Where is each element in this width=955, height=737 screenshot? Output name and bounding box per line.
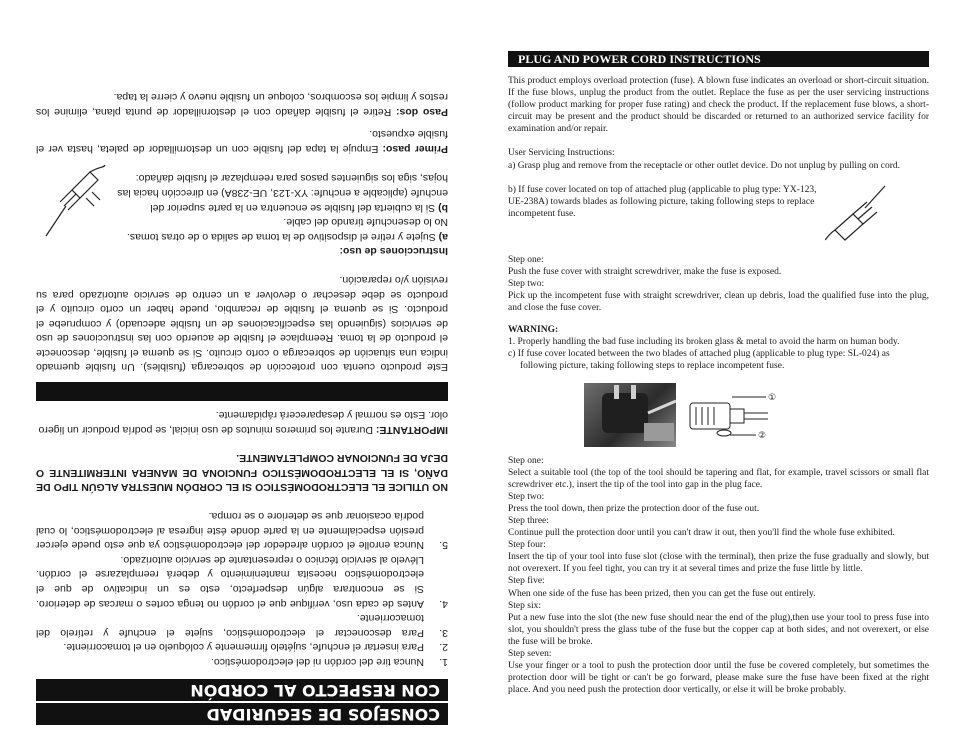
english-step-text: Use your finger or a tool to push the protection door until the fuse be covered completely, but sometimes the protection door will be tight or can't be go forward, please make sure the fuse have been fixed at the right place. And you need push the protection door vertically, or else it will be broke probably. [508, 661, 929, 696]
english-step-label: Step two: [508, 491, 545, 502]
plug-screwdriver-icon [36, 164, 106, 244]
spanish-item-5: 5. Nunca enrolle el cordón alrededor del electrodoméstico ya que esto puede ejercer presión especialmente en la parte donde éste ingresa al electrodoméstico, lo cual podría ocasionar que se deteriore o se rompa. [36, 510, 448, 552]
english-step-text: Continue pull the protection door until you can't draw it out, then you'll find the whole fuse exhibited. [508, 528, 895, 539]
english-s1-label: Step one: [508, 254, 544, 265]
spanish-important: IMPORTANTE: Durante los primeros minutos de uso inicial, se podría producir un ligero olor. Esto es normal y desaparecerá rápidamente. [38, 409, 448, 436]
spanish-title-line1: CONSEJOS DE SEGURIDAD [36, 703, 448, 725]
english-warning-label: WARNING: [508, 325, 559, 336]
plug-screwdriver-icon [825, 184, 903, 242]
english-step-label: Step one: [508, 455, 544, 466]
english-page [478, 0, 955, 737]
english-warning-1: 1. Properly handling the bad fuse including its broken glass & metal to avoid the harm on human body. [508, 337, 900, 348]
spanish-item-1: 1. Nunca tire del cordón ni del electrodoméstico. [210, 656, 448, 668]
spanish-step-a: a) Sujete y retire el dispositivo de la toma de salida o de otras tomas. No lo desenchufe tirando del cable. [126, 216, 448, 243]
sl024-illustrations [584, 383, 929, 447]
english-step-b-block [508, 184, 929, 242]
english-s1-text: Push the fuse cover with straight screwdriver, make the fuse is exposed. [508, 266, 782, 277]
english-step-label: Step five: [508, 576, 545, 587]
english-step-label: Step four: [508, 540, 546, 551]
spanish-warning: NO UTILICE EL ELECTRODOMÉSTICO SI EL CORDÓN MUESTRA ALGÚN TIPO DE DAÑO, SI EL ELECTRODOMÉSTICO FUNCIONA DE MANERA INTERMITENTE O DEJA DE FUNCIONAR COMPLETAMENTE. [36, 452, 448, 494]
spanish-item-4: 4. Antes de cada uso, verifique que el cordón no tenga cortes o marcas de deterioro. Si se encontrara algún desperfecto, esto es un indicativo de que el electrodoméstico necesita mantenimiento y deberá reemplazarse el cordón. Llévelo al servicio técnico o representante de servicio autorizado. [36, 553, 448, 610]
spanish-item-2: 2. Para insertar el enchufe, sujételo firmemente y colóquelo en el tomacorriente. [63, 641, 448, 654]
spanish-instructions-label: Instrucciones de uso: [339, 245, 448, 258]
english-header: PLUG AND POWER CORD INSTRUCTIONS [508, 51, 929, 67]
english-step-text: When one side of the fuse has been prized, then you can get the fuse out entirely. [508, 588, 816, 599]
spanish-title-line2: CON RESPECTO AL CORDÓN [36, 679, 448, 701]
spanish-step-b: b) Si la cubierta del fusible se encuentra en la parte superior del enchufe (aplicable a enchufe: YX-123, UE-238A) en dirección hacia las hojas, siga los siguientes pasos para reemplazar el fusible dañado: [117, 172, 448, 214]
spanish-step2: Paso dos: Retire el fusible dañado con el destornillador de punta plana, elimine los restos y limpie los escombros, coloque un fusible nuevo y cierre la tapa. [35, 90, 448, 118]
english-step-text: Put a new fuse into the slot (the new fuse should near the end of the plug),then use your tool to press fuse into slot, you shouldn't press the glass tube of the fuse but the copper cap at both sides, and not overexert, or else the fuse will be broke. [508, 612, 929, 647]
fuse-diagram-icon [684, 387, 794, 443]
spanish-section-bar [36, 383, 448, 402]
english-sl024-steps [508, 455, 929, 697]
english-step-text: Select a suitable tool (the top of the tool should be tapering and flat, for example, travel scissors or small flat screwdriver etc.), insert the tip of the tool into gap in the plug face. [508, 467, 929, 490]
spanish-step1: Primer paso: Empuje la tapa del fusible con un destornillador de paleta, hasta ver el fusible expuesto. [36, 128, 448, 155]
plug-photo [584, 383, 676, 447]
english-step-c: c) If fuse cover located between the two blades of attached plug (applicable to plug type: SL-024) as following picture, taking following steps to replace incompetent fuse. [508, 349, 890, 372]
diagram-label-2: ② [758, 430, 767, 441]
english-step-label: Step three: [508, 515, 549, 526]
english-step-label: Step six: [508, 600, 541, 611]
spanish-fuse-paragraph: Este producto cuenta con protección de sobrecarga (fusibles). Un fusible quemado indica una situación de sobrecarga o corto circuito. Si se quema el fusible, desconecte el producto de la toma. Reemplace el fusible de acuerdo con las instrucciones de uso de servicios (siguiendo las especificaciones de un fusible adecuado) y compruebe el producto. Si se quema el fusible de recambio, puede haber un corto circuito y el producto se debe desechar o devolver a un centro de servicio autorizado para su revisión y/o reparación. [36, 273, 448, 374]
english-step-text: Insert the tip of your tool into fuse slot (close with the terminal), then prize the fuse gradually and slowly, but not overexert. If you feel tight, you can try it at several times and prize the fuse little by little. [508, 552, 929, 575]
diagram-label-1: ① [768, 392, 777, 403]
english-s2-text: Pick up the incompetent fuse with straight screwdriver, clean up debris, load the qualified fuse into the plug, and close the fuse cover. [508, 290, 929, 314]
english-step-b: b) If fuse cover located on top of attached plug (applicable to plug type: YX-123, UE-238A) towards blades as following picture, taking following steps to replace incompetent fuse. [508, 184, 817, 219]
english-intro: This product employs overload protection (fuse). A blown fuse indicates an overload or short-circuit situation. If the fuse blows, unplug the product from the outlet. Replace the fuse as per the user servicing instructions (follow product marking for proper fuse rating) and check the product. If the replacement fuse blows, a short-circuit may be present and the product should be discarded or returned to an authorized service facility for examination and/or repair. [508, 76, 929, 135]
english-s2-label: Step two: [508, 278, 545, 289]
english-usi-label: User Servicing Instructions: [508, 148, 615, 159]
english-step-a: a) Grasp plug and remove from the receptacle or other outlet device. Do not unplug by pulling on cord. [508, 160, 901, 171]
english-step-text: Press the tool down, then prize the protection door of the fuse out. [508, 503, 760, 514]
english-step-label: Step seven: [508, 649, 552, 659]
spanish-steps-block [36, 164, 448, 244]
spanish-item-3: 3. Para desconectar el electrodoméstico, sujete el enchufe y retírelo del tomacorriente. [36, 612, 448, 639]
